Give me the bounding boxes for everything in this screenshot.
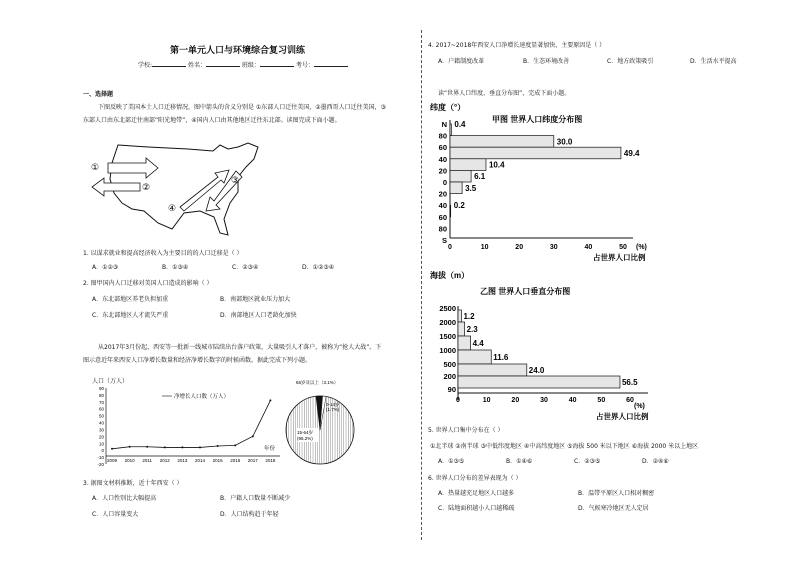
q1-option-d[interactable]: D．①②③④	[302, 264, 335, 271]
q5-option-a[interactable]: A．①③⑤	[438, 458, 465, 465]
exam-no-field[interactable]	[314, 60, 348, 67]
q4-option-d[interactable]: D．生活水平提高	[690, 58, 737, 65]
chart2-xlabel: 占世界人口比例	[596, 412, 649, 421]
chart1-bar	[450, 182, 462, 194]
chart2-xtick: 30	[540, 397, 548, 404]
line-chart-xtick: 2014	[194, 458, 206, 463]
q5-option-b[interactable]: B．①④⑥	[506, 458, 533, 465]
line-chart-legend: 净增长人口数（万人）	[174, 394, 230, 400]
chart2-ylabel-tick: 1500	[439, 332, 456, 341]
q4-option-c[interactable]: C．地方政策吸引	[607, 58, 654, 65]
q4-option-a[interactable]: A．户籍制度改革	[438, 58, 485, 65]
chart2-bar	[458, 364, 527, 376]
net-growth-line	[112, 400, 270, 448]
chart2-ylabel-tick: 200	[443, 372, 456, 381]
pie-label-0-14: 0-14岁	[326, 402, 340, 407]
line-chart-ytick: 40	[98, 420, 104, 426]
map-label-4: ④	[168, 203, 177, 213]
line-chart-xtick: 2017	[247, 458, 258, 463]
question-3-stem: 3. 据图文材料推断，近十年西安（ ）	[83, 480, 183, 487]
chart1-value-label: 6.1	[474, 172, 486, 182]
line-chart-xlabel: 年份	[264, 446, 276, 452]
chart1-bar	[450, 205, 451, 217]
line-chart-ytick: 70	[98, 399, 104, 405]
map-label-3: ③	[231, 175, 240, 185]
q5-option-c[interactable]: C．②③⑤	[574, 458, 601, 465]
intro-paragraph-1b: 东部人口由东北部迁往南部“阳光地带”，④国内人口由其他地区迁往东北部。读图完成下面小题。	[83, 117, 341, 124]
pie-label-15-64-pct: (95.2%)	[297, 436, 313, 441]
q4-option-b[interactable]: B．生态环境改善	[523, 58, 570, 65]
line-chart-point	[234, 444, 236, 446]
chart1-value-label: 3.5	[465, 183, 477, 193]
chart1-title: 甲图 世界人口纬度分布图	[492, 115, 583, 124]
exam-header	[138, 60, 348, 70]
chart2-bar	[458, 350, 491, 364]
school-label: 学校:	[138, 62, 153, 69]
usa-migration-map	[88, 137, 268, 239]
q6-option-d[interactable]: D．气候寒冷地区无人定居	[578, 505, 649, 512]
chart2-ylabel-tick: 1000	[439, 346, 456, 355]
chart1-ylabel-tick: 40	[438, 201, 447, 211]
line-chart-ytick: 20	[98, 434, 104, 440]
column-divider	[421, 30, 422, 540]
pie-label-15-64: 15-64岁	[297, 430, 314, 435]
chart1-x-unit: (%)	[636, 244, 647, 251]
chart1-ylabel-tick: 60	[438, 212, 447, 222]
chart2-ylabel-tick: 500	[443, 360, 456, 369]
line-chart-point	[217, 445, 219, 447]
altitude-distribution-chart	[428, 268, 663, 428]
line-chart-ytick: 10	[98, 441, 104, 447]
line-chart-xtick: 2011	[142, 458, 153, 463]
chart2-value-label: 11.6	[493, 353, 509, 362]
age-structure-pie-chart	[282, 378, 362, 472]
chart1-ylabel: 纬度（°）	[430, 103, 466, 112]
q1-option-c[interactable]: C．②③④	[232, 264, 259, 271]
chart1-xtick: 50	[619, 244, 627, 251]
q5-items: ①北半球 ②南半球 ③中低纬度地区 ④中高纬度地区 ⑤海拔 500 米以下地区 ⑥海拔 2000 米以上地区	[430, 443, 699, 450]
arrow-2	[92, 178, 140, 196]
chart1-value-label: 0.2	[453, 201, 465, 211]
line-chart-point	[181, 446, 183, 448]
line-chart-xtick: 2018	[265, 458, 276, 463]
chart2-xtick: 0	[456, 397, 460, 404]
chart1-ylabel-tick: 60	[438, 143, 447, 153]
chart1-xtick: 20	[515, 244, 524, 251]
chart2-value-label: 4.4	[472, 339, 484, 348]
chart2-ylabel: 海拔（m）	[430, 271, 470, 280]
chart1-ylabel-tick: N	[441, 120, 447, 129]
intro-paragraph-1a: 下图反映了美国本土人口迁移情况，图中箭头的含义分别是 ①东部人口迁往美国，②墨西哥人口迁往美国，③	[98, 104, 387, 111]
q3-option-d[interactable]: D．人口结构趋于年轻	[220, 511, 279, 518]
name-field[interactable]	[206, 60, 240, 67]
chart2-bar	[458, 336, 471, 350]
intro-paragraph-3: 读“世界人口纬度、垂直分布图”，完成下面小题。	[438, 90, 571, 97]
chart1-xtick: 30	[549, 244, 558, 251]
chart2-ylabel-tick: 2500	[439, 304, 456, 313]
line-chart-point	[146, 446, 148, 448]
chart2-bar	[458, 322, 465, 336]
latitude-distribution-chart	[428, 100, 658, 265]
q6-option-c[interactable]: C．陆地面积越小人口越稀疏	[438, 505, 515, 512]
line-chart-xtick: 2012	[159, 458, 170, 463]
q1-option-b[interactable]: B．①③④	[162, 264, 189, 271]
line-chart-ytick: -20	[97, 462, 104, 467]
line-chart-point	[111, 448, 113, 450]
map-label-2: ②	[142, 182, 151, 192]
chart2-value-label: 1.2	[463, 312, 475, 321]
page-title: 第一单元人口与环境综合复习训练	[170, 46, 306, 56]
q3-option-c[interactable]: C．人口容量变大	[92, 511, 139, 518]
chart2-xtick: 20	[511, 397, 520, 404]
line-chart-xtick: 2015	[212, 458, 223, 463]
chart2-title: 乙图 世界人口垂直分布图	[480, 287, 571, 296]
name-label: 姓名：	[187, 62, 206, 69]
chart1-xtick: 0	[448, 244, 452, 251]
intro-paragraph-2b: 图示意近年来西安人口净增长数量和经济净增长数字的时候函数。据此完成下列小题。	[83, 357, 312, 364]
chart1-xlabel: 占世界人口比例	[593, 253, 646, 262]
line-chart-ytick: 80	[98, 392, 104, 398]
chart2-ylabel-tick: 2000	[439, 318, 456, 327]
section-heading: 一、选择题	[83, 91, 114, 98]
chart2-x-unit: (%)	[634, 403, 645, 410]
q1-option-a[interactable]: A．①②③	[92, 264, 119, 271]
chart2-xtick: 50	[597, 397, 606, 404]
chart1-bar	[450, 136, 554, 148]
question-6-stem: 6. 世界人口分布的差异表现为（ ）	[428, 475, 522, 482]
chart1-value-label: 10.4	[488, 160, 505, 170]
class-label: 班级：	[241, 62, 260, 69]
chart1-xtick: 10	[480, 244, 489, 251]
line-chart-ytick: 50	[98, 413, 104, 419]
line-chart-ytick: 30	[98, 427, 104, 433]
line-chart-xtick: 2013	[177, 458, 188, 463]
question-2-stem: 2. 图甲国内人口迁移对美国人口造成的影响（ ）	[83, 280, 213, 287]
chart1-ylabel-tick: 80	[438, 224, 447, 234]
line-chart-ytick: 90	[98, 386, 104, 391]
pie-label-0-14-pct: (1.7%)	[326, 407, 340, 412]
chart1-value-label: 49.4	[623, 149, 640, 158]
line-chart-point	[252, 435, 254, 437]
chart2-value-label: 56.5	[621, 378, 638, 387]
chart2-value-label: 2.3	[466, 325, 478, 334]
chart2-xtick: 60	[626, 397, 634, 404]
question-4-stem: 4. 2017~2018年西安人口净增长速度显著加快，主要原因是（ ）	[428, 42, 606, 49]
chart2-xtick: 40	[568, 397, 577, 404]
chart1-bar	[450, 159, 486, 171]
chart1-ylabel-tick: 20	[438, 189, 447, 199]
line-chart-point	[269, 399, 271, 401]
population-line-chart	[86, 386, 286, 470]
line-chart-point	[164, 446, 166, 448]
class-field[interactable]	[260, 60, 294, 67]
map-label-1: ①	[91, 162, 100, 172]
arrow-1	[108, 158, 158, 178]
q2-option-d[interactable]: D．南部地区人口老龄化加快	[220, 312, 297, 319]
chart1-ylabel-tick: S	[441, 236, 447, 245]
pie-label-65plus: 65岁及以上（3.1%）	[296, 380, 339, 385]
q6-option-b[interactable]: B．温带平原区人口相对稠密	[578, 490, 655, 497]
chart1-value-label: 30.0	[556, 137, 573, 147]
question-1-stem: 1. 以谋求就业和提高经济收入为主要目的的人口迁移是（ ）	[83, 250, 243, 257]
q5-option-d[interactable]: D．②④⑥	[642, 458, 669, 465]
q2-option-b[interactable]: B．南部地区就业压力加大	[220, 296, 291, 303]
chart2-bar	[458, 376, 620, 388]
line-chart-point	[129, 446, 131, 448]
line-chart-point	[199, 446, 201, 448]
chart1-value-label: 0.4	[454, 120, 466, 129]
chart1-xtick: 40	[584, 244, 593, 251]
line-chart-xtick: 2016	[230, 458, 241, 463]
line-chart-xtick: 2009	[106, 458, 118, 463]
chart1-bar	[450, 147, 621, 159]
line-chart-ytick: 60	[98, 406, 104, 412]
line-chart-xtick: 2010	[124, 458, 135, 463]
question-5-stem: 5. 世界人口集中分布在（ ）	[428, 427, 504, 434]
chart1-bar	[450, 170, 471, 182]
q2-option-c[interactable]: C．东北部地区人才流失严重	[92, 312, 169, 319]
chart1-ylabel-tick: 80	[438, 131, 447, 141]
chart1-bar	[450, 124, 451, 136]
school-field[interactable]	[152, 60, 186, 67]
chart1-ylabel-tick: 40	[438, 154, 447, 164]
chart1-ylabel-tick: 0	[442, 178, 447, 187]
chart2-value-label: 24.0	[528, 366, 545, 375]
line-chart-ytick: -10	[97, 455, 104, 461]
q3-option-b[interactable]: B．户籍人口数量不断减少	[220, 495, 291, 502]
chart2-bar	[458, 310, 461, 322]
line-chart-ytick: 0	[101, 448, 104, 454]
q6-option-a[interactable]: A．热量越充足地区人口越多	[438, 490, 515, 497]
intro-paragraph-2a: 从2017年3月份起，西安等一批新一线城市陆续出台落户政策，大量吸引人才落户，被称为“抢人大战”。下	[98, 344, 382, 351]
q2-option-a[interactable]: A．东北部地区养老负担加重	[92, 296, 169, 303]
chart2-ylabel-tick: 90	[447, 385, 456, 394]
line-chart-ylabel: 人口（万人）	[92, 378, 129, 385]
q3-option-a[interactable]: A．人口性别比大幅提高	[92, 495, 157, 502]
chart2-xtick: 10	[482, 397, 491, 404]
chart1-ylabel-tick: 20	[438, 166, 447, 176]
exam-no-label: 考号：	[295, 62, 314, 69]
